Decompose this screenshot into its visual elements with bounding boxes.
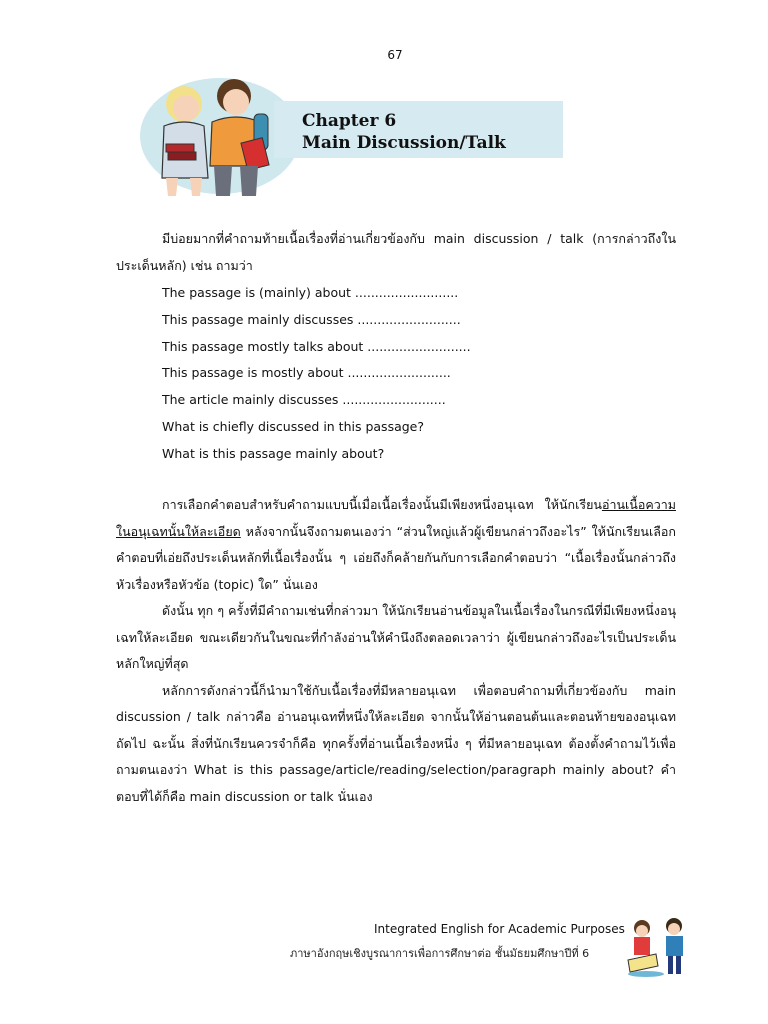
footer-subtitle: ภาษาอังกฤษเชิงบูรณาการเพื่อการศึกษาต่อ ชั้นมัธยมศึกษาปีที่ 6 <box>290 947 590 960</box>
question-item: What is chiefly discussed in this passage? <box>162 418 425 434</box>
question-item: What is this passage mainly about? <box>162 445 385 461</box>
question-item: The passage is (mainly) about .......................... <box>162 285 459 300</box>
paragraph-3: หลักการดังกล่าวนี้ก็นำมาใช้กับเนื้อเรื่องที่มีหลายอนุเฉท เพื่อตอบคำถามที่เกี่ยวข้องกับ main discussion / talk กล่าวคือ อ่านอนุเฉทที่หนึ่งให้ละเอียด จากนั้นให้อ่านตอนต้นและตอนท้ายของอนุเฉทถัดไป ฉะนั้น สิ่งที่นักเรียนควรจำก็คือ ทุกครั้งที่อ่านเนื้อเรื่องหนึ่ง ๆ ที่มีหลายอนุเฉท ต้องตั้งคำถามไว้เพื่อถามตนเองว่า What is this passage/article/reading/selection/paragraph mainly about? คำตอบที่ได้ก็คือ main discussion or talk นั่นเอง <box>116 682 676 804</box>
chapter-number: Chapter 6 <box>302 111 397 131</box>
intro-section <box>116 226 676 279</box>
intro-paragraph: มีบ่อยมากที่คำถามท้ายเนื้อเรื่องที่อ่านเกี่ยวข้องกับ main discussion / talk (การกล่าวถึงในประเด็นหลัก) เช่น ถามว่า <box>116 231 676 273</box>
question-item: The article mainly discusses .......................... <box>162 392 446 408</box>
question-item: This passage is mostly about .......................... <box>162 365 451 381</box>
question-list <box>162 280 471 468</box>
question-item: This passage mainly discusses .......................... <box>162 311 461 327</box>
paragraph-1-end: หลังจากนั้นจึงถามตนเองว่า “ส่วนใหญ่แล้วผู้เขียนกล่าวถึงอะไร” ให้นักเรียนเลือกคำตอบที่เอ่ยถึงประเด็นหลักที่เนื้อเรื่องนั้น ๆ เอ่ยถึงก็คล้ายกันกับการเลือกคำตอบว่า “เนื้อเรื่องนั้นกล่าวถึงหัวเรื่องหรือหัวข้อ (topic) ใด” นั่นเอง <box>116 523 676 592</box>
paragraph-1 <box>116 492 676 598</box>
chapter-name: Main Discussion/Talk <box>302 133 506 153</box>
question-item: This passage mostly talks about .......................... <box>162 338 471 354</box>
footer-title: Integrated English for Academic Purposes <box>374 922 625 936</box>
chapter-title <box>302 110 506 154</box>
main-paragraphs <box>116 492 676 810</box>
page-number: 67 <box>387 48 403 62</box>
footer-students-illustration <box>622 916 694 978</box>
paragraph-1-emphasis: อ่านเนื้อความในอนุเฉทนั้นให้ละเอียด <box>116 497 676 539</box>
paragraph-2: ดังนั้น ทุก ๆ ครั้งที่มีคำถามเช่นที่กล่าวมา ให้นักเรียนอ่านข้อมูลในเนื้อเรื่องในกรณีที่มีเพียงหนึ่งอนุเฉทให้ละเอียด ขณะเดียวกันในขณะที่กำลังอ่านให้คำนึงถึงตลอดเวลาว่า ผู้เขียนกล่าวถึงอะไรเป็นประเด็นหลักใหญ่ที่สุด <box>116 603 676 671</box>
paragraph-1-start: การเลือกคำตอบสำหรับคำถามแบบนี้เมื่อเนื้อเรื่องนั้นมีเพียงหนึ่งอนุเฉท ให้นักเรียน <box>162 497 602 512</box>
